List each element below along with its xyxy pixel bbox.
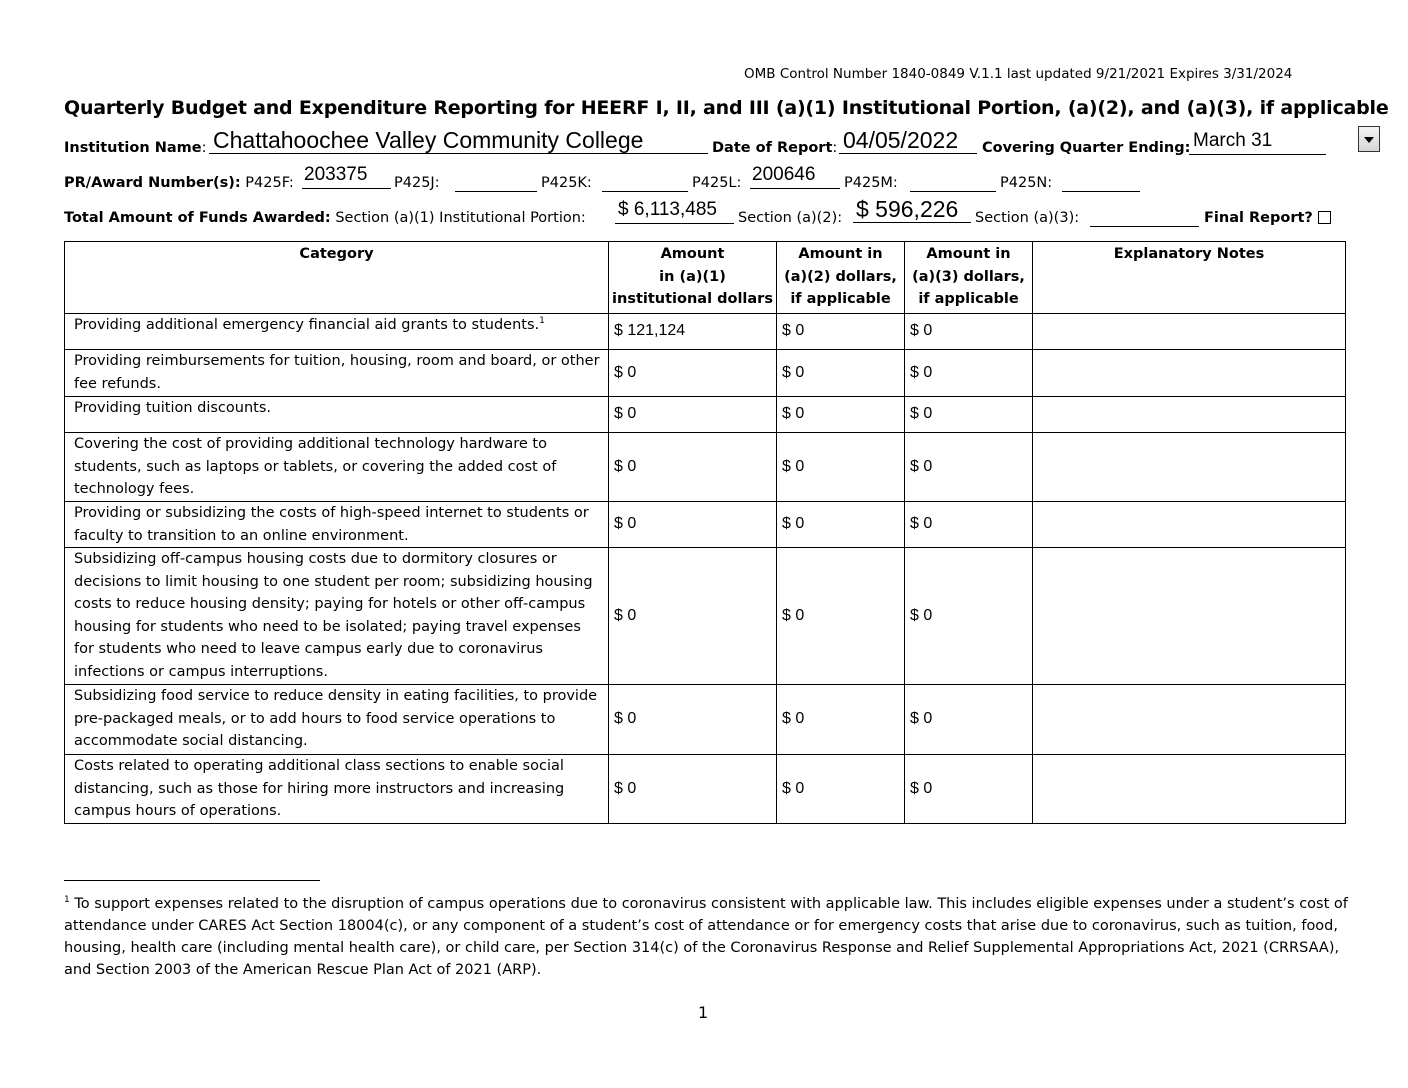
header-a3-line1: Amount in bbox=[926, 246, 1011, 262]
header-a3 bbox=[905, 242, 1033, 314]
row-notes[interactable] bbox=[1033, 350, 1346, 397]
row-a2-amount[interactable]: $ 0 bbox=[777, 433, 905, 502]
header-a1-line1: Amount bbox=[660, 246, 725, 262]
quarter-dropdown-button[interactable] bbox=[1358, 126, 1380, 152]
row-a3-amount[interactable]: $ 0 bbox=[905, 685, 1033, 755]
row-a1-amount[interactable]: $ 0 bbox=[609, 350, 777, 397]
header-category: Category bbox=[65, 242, 609, 314]
row-a2-amount[interactable]: $ 0 bbox=[777, 755, 905, 824]
row-notes[interactable] bbox=[1033, 502, 1346, 548]
header-a2 bbox=[777, 242, 905, 314]
row-a1-amount[interactable]: $ 121,124 bbox=[609, 314, 777, 350]
omb-control-number: OMB Control Number 1840-0849 V.1.1 last updated 9/21/2021 Expires 3/31/2024 bbox=[744, 66, 1293, 82]
row-a3-amount[interactable]: $ 0 bbox=[905, 502, 1033, 548]
row-a1-amount[interactable]: $ 0 bbox=[609, 397, 777, 433]
quarter-label: Covering Quarter Ending: bbox=[982, 140, 1191, 156]
footnote-ref: 1 bbox=[539, 316, 545, 327]
date-label: Date of Report bbox=[712, 140, 833, 156]
p425k-label: P425K: bbox=[541, 175, 592, 191]
p425f-label: P425F: bbox=[245, 175, 294, 191]
row-a1-amount[interactable]: $ 0 bbox=[609, 548, 777, 685]
table-row bbox=[65, 685, 1346, 755]
p425l-field[interactable]: 200646 bbox=[750, 162, 840, 189]
row-a2-amount[interactable]: $ 0 bbox=[777, 685, 905, 755]
total-label: Total Amount of Funds Awarded: bbox=[64, 210, 331, 226]
table-row bbox=[65, 548, 1346, 685]
p425j-field[interactable] bbox=[455, 173, 537, 192]
row-notes[interactable] bbox=[1033, 685, 1346, 755]
row-a2-amount[interactable]: $ 0 bbox=[777, 350, 905, 397]
a1-total-field[interactable]: $ 6,113,485 bbox=[615, 197, 734, 224]
p425j-label: P425J: bbox=[394, 175, 440, 191]
table-header-row bbox=[65, 242, 1346, 314]
row-a1-amount[interactable]: $ 0 bbox=[609, 433, 777, 502]
table-row bbox=[65, 350, 1346, 397]
row-a2-amount[interactable]: $ 0 bbox=[777, 397, 905, 433]
table-row bbox=[65, 755, 1346, 824]
p425l-label: P425L: bbox=[692, 175, 742, 191]
award-line bbox=[64, 175, 294, 191]
header-a3-line2: (a)(3) dollars, bbox=[912, 268, 1025, 285]
p425n-field[interactable] bbox=[1062, 173, 1140, 192]
row-notes[interactable] bbox=[1033, 397, 1346, 433]
footnote bbox=[64, 889, 1348, 981]
p425m-field[interactable] bbox=[910, 173, 996, 192]
row-category: Subsidizing off-campus housing costs due to dormitory closures or decisions to limit housing to one student per room; subsidizing housing costs to reduce housing density; paying for hotels or other off-campus housing for students who need to be isolated; paying travel expenses for students who need to leave campus early due to coronavirus infections or campus interruptions. bbox=[65, 548, 609, 685]
row-a1-amount[interactable]: $ 0 bbox=[609, 755, 777, 824]
row-a3-amount[interactable]: $ 0 bbox=[905, 755, 1033, 824]
p425k-field[interactable] bbox=[602, 173, 688, 192]
row-a3-amount[interactable]: $ 0 bbox=[905, 350, 1033, 397]
row-category: Providing reimbursements for tuition, housing, room and board, or other fee refunds. bbox=[65, 350, 609, 397]
row-notes[interactable] bbox=[1033, 548, 1346, 685]
header-notes: Explanatory Notes bbox=[1033, 242, 1346, 314]
row-a2-amount[interactable]: $ 0 bbox=[777, 548, 905, 685]
row-a3-amount[interactable]: $ 0 bbox=[905, 548, 1033, 685]
footnote-divider bbox=[64, 880, 320, 881]
header-a2-line3: if applicable bbox=[790, 291, 891, 307]
p425m-label: P425M: bbox=[844, 175, 898, 191]
p425f-field[interactable]: 203375 bbox=[302, 162, 391, 189]
table-row bbox=[65, 397, 1346, 433]
row-a3-amount[interactable]: $ 0 bbox=[905, 397, 1033, 433]
header-a2-line2: (a)(2) dollars, bbox=[784, 268, 897, 285]
row-notes[interactable] bbox=[1033, 314, 1346, 350]
date-label-wrap: Date of Report: bbox=[712, 140, 838, 156]
p425n-label: P425N: bbox=[1000, 175, 1053, 191]
institution-line: Institution Name: bbox=[64, 140, 207, 156]
row-category-text: Providing additional emergency financial aid grants to students. bbox=[74, 317, 540, 333]
row-category: Subsidizing food service to reduce density in eating facilities, to provide pre-packaged meals, or to add hours to food service operations to accommodate social distancing. bbox=[65, 685, 609, 755]
page-title: Quarterly Budget and Expenditure Reporting for HEERF I, II, and III (a)(1) Institutional Portion, (a)(2), and (a)(3), if applicable bbox=[64, 97, 1389, 119]
budget-table bbox=[64, 241, 1346, 824]
award-label: PR/Award Number(s): bbox=[64, 175, 241, 191]
row-category: Costs related to operating additional class sections to enable social distancing, such as those for hiring more instructors and increasing campus hours of operations. bbox=[65, 755, 609, 824]
page-number: 1 bbox=[698, 1003, 709, 1022]
a3-total-field[interactable] bbox=[1090, 208, 1199, 227]
row-a3-amount[interactable]: $ 0 bbox=[905, 433, 1033, 502]
row-category: Covering the cost of providing additional technology hardware to students, such as laptops or tablets, or covering the added cost of technology fees. bbox=[65, 433, 609, 502]
table-row bbox=[65, 314, 1346, 350]
total-line bbox=[64, 210, 586, 226]
a2-total-field[interactable]: $ 596,226 bbox=[853, 196, 971, 223]
quarter-ending-field[interactable]: March 31 bbox=[1189, 128, 1326, 155]
row-a1-amount[interactable]: $ 0 bbox=[609, 502, 777, 548]
row-category: Providing tuition discounts. bbox=[65, 397, 609, 433]
row-category: Providing or subsidizing the costs of high-speed internet to students or faculty to transition to an online environment. bbox=[65, 502, 609, 548]
row-notes[interactable] bbox=[1033, 433, 1346, 502]
date-of-report-field[interactable]: 04/05/2022 bbox=[839, 127, 977, 154]
footnote-marker: 1 bbox=[64, 895, 70, 905]
row-a2-amount[interactable]: $ 0 bbox=[777, 314, 905, 350]
institution-label: Institution Name bbox=[64, 140, 202, 156]
a1-label: Section (a)(1) Institutional Portion: bbox=[335, 210, 586, 226]
row-notes[interactable] bbox=[1033, 755, 1346, 824]
row-a1-amount[interactable]: $ 0 bbox=[609, 685, 777, 755]
final-report-label: Final Report? bbox=[1204, 210, 1313, 226]
table-row bbox=[65, 433, 1346, 502]
table-row bbox=[65, 502, 1346, 548]
footnote-text: To support expenses related to the disruption of campus operations due to coronavirus consistent with applicable law. This includes eligible expenses under a student’s cost of attendance under CARES Act Section 18004(c), or any component of a student’s cost of attendance or for emergency costs that arise due to coronavirus, such as tuition, food, housing, health care (including mental health care), or child care, per Section 314(c) of the Coronavirus Response and Relief Supplemental Appropriations Act, 2021 (CRRSAA), and Section 2003 of the American Rescue Plan Act of 2021 (ARP). bbox=[64, 895, 1348, 978]
row-a2-amount[interactable]: $ 0 bbox=[777, 502, 905, 548]
final-report-checkbox[interactable] bbox=[1318, 211, 1331, 224]
a3-label: Section (a)(3): bbox=[975, 210, 1080, 226]
institution-name-field[interactable]: Chattahoochee Valley Community College bbox=[209, 127, 708, 154]
header-a1-line3: institutional dollars bbox=[612, 291, 773, 307]
header-a1-line2: in (a)(1) bbox=[659, 268, 726, 285]
row-category bbox=[65, 314, 609, 350]
header-a2-line1: Amount in bbox=[798, 246, 883, 262]
header-a1 bbox=[609, 242, 777, 314]
a2-label: Section (a)(2): bbox=[738, 210, 843, 226]
row-a3-amount[interactable]: $ 0 bbox=[905, 314, 1033, 350]
header-a3-line3: if applicable bbox=[918, 291, 1019, 307]
